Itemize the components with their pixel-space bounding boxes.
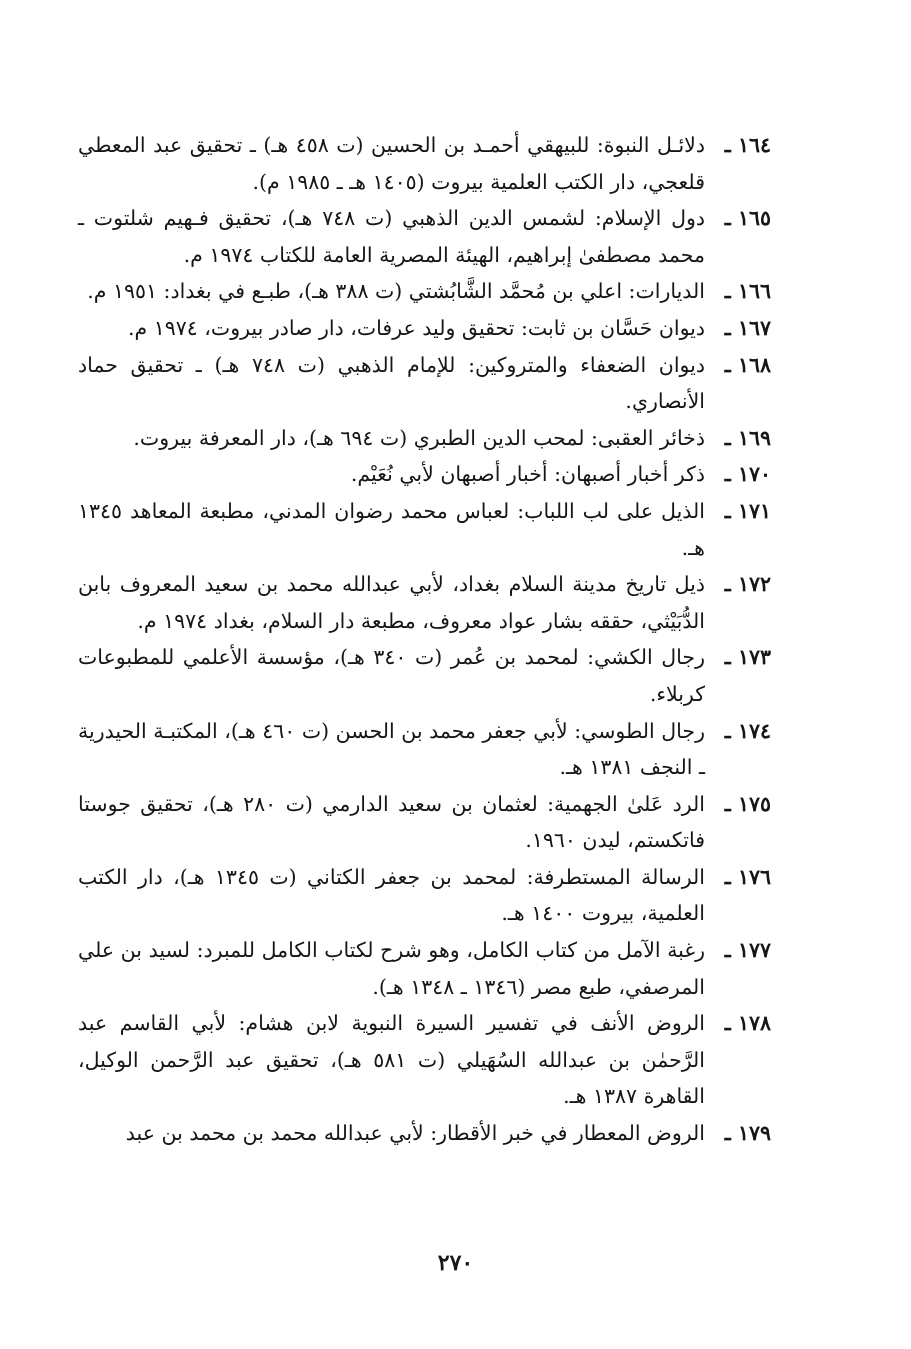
entry-number: ١٧٤ ـ	[724, 718, 771, 743]
entry-number: ١٦٥ ـ	[724, 206, 771, 231]
entry-text: رغبة الآمل من كتاب الكامل، وهو شرح لكتاب الكامل للمبرد: لسيد بن علي المرصفي، طبع مصر (١٣٤٦ ـ ١٣٤٨ هـ).	[78, 938, 705, 999]
entry-text: الذيل على لب اللباب: لعباس محمد رضوان المدني، مطبعة المعاهد ١٣٤٥ هـ.	[78, 498, 705, 560]
bibliography-entry	[78, 786, 771, 859]
bibliography-entry	[78, 713, 771, 786]
entry-text: الرسالة المستطرفة: لمحمد بن جعفر الكتاني (ت ١٣٤٥ هـ)، دار الكتب العلمية، بيروت ١٤٠٠ هـ.	[78, 864, 705, 926]
entry-number: ١٧٠ ـ	[724, 462, 771, 487]
entry-number: ١٧٨ ـ	[724, 1011, 771, 1036]
entry-number: ١٦٦ ـ	[724, 279, 771, 304]
entry-number: ١٧٢ ـ	[724, 572, 771, 597]
entry-number: ١٧٣ ـ	[724, 645, 771, 670]
entry-number: ١٧٥ ـ	[724, 791, 771, 816]
entry-number: ١٧٦ ـ	[724, 864, 771, 889]
entry-text: ذيل تاريخ مدينة السلام بغداد، لأبي عبدالله محمد بن سعيد المعروف بابن الدُّبَيْثي، حققه بشار عواد معروف، مطبعة دار السلام، بغداد ١٩٧٤ م.	[78, 572, 705, 633]
entry-number: ١٧٧ ـ	[724, 938, 771, 963]
entry-text: رجال الطوسي: لأبي جعفر محمد بن الحسن (ت ٤٦٠ هـ)، المكتبـة الحيدرية ـ النجف ١٣٨١ هـ.	[78, 718, 705, 780]
entry-text: ديوان الضعفاء والمتروكين: للإمام الذهبي (ت ٧٤٨ هـ) ـ تحقيق حماد الأنصاري.	[78, 352, 705, 414]
bibliography-entry	[78, 273, 771, 310]
bibliography-entry	[78, 347, 771, 420]
entry-number: ١٦٨ ـ	[724, 352, 771, 377]
bibliography-list	[78, 127, 771, 1152]
entry-text: ذخائر العقبى: لمحب الدين الطبري (ت ٦٩٤ هـ)، دار المعرفة بيروت.	[133, 425, 705, 450]
bibliography-entry	[78, 127, 771, 200]
entry-text: ديوان حَسَّان بن ثابت: تحقيق وليد عرفات، دار صادر بيروت، ١٩٧٤ م.	[128, 315, 705, 340]
bibliography-entry	[78, 456, 771, 493]
entry-number: ١٧١ ـ	[724, 498, 771, 523]
page-number: ٢٧٠	[437, 1250, 474, 1276]
bibliography-entry	[78, 310, 771, 347]
entry-number: ١٦٩ ـ	[724, 425, 771, 450]
entry-number: ١٦٤ ـ	[724, 133, 771, 157]
entry-text: الروض المعطار في خبر الأقطار: لأبي عبدالله محمد بن محمد بن عبد	[125, 1121, 705, 1146]
bibliography-entry	[78, 639, 771, 712]
entry-text: رجال الكشي: لمحمد بن عُمر (ت ٣٤٠ هـ)، مؤسسة الأعلمي للمطبوعات كربلاء.	[78, 645, 705, 706]
bibliography-entry	[78, 493, 771, 566]
entry-text: دول الإسلام: لشمس الدين الذهبي (ت ٧٤٨ هـ)، تحقيق فـهيم شلتوت ـ محمد مصطفىٰ إبراهيم، الهيئة المصرية العامة للكتاب ١٩٧٤ م.	[78, 206, 705, 267]
bibliography-entry	[78, 566, 771, 639]
bibliography-entry	[78, 1115, 771, 1152]
entry-number: ١٦٧ ـ	[724, 315, 771, 340]
entry-text: دلائـل النبوة: للبيهقي أحمـد بن الحسين (ت ٤٥٨ هـ) ـ تحقيق عبد المعطي قلعجي، دار الكتب العلمية بيروت (١٤٠٥ هـ ـ ١٩٨٥ م).	[78, 133, 705, 194]
bibliography-entry	[78, 1005, 771, 1115]
bibliography-entry	[78, 859, 771, 932]
entry-text: ذكر أخبار أصبهان: أخبار أصبهان لأبي نُعَيْم.	[350, 462, 705, 487]
bibliography-entry	[78, 200, 771, 273]
bibliography-entry	[78, 420, 771, 457]
entry-text: الديارات: اعلي بن مُحمَّد الشَّابُشتي (ت ٣٨٨ هـ)، طبـع في بغداد: ١٩٥١ م.	[87, 279, 705, 304]
entry-text: الرد عَلىٰ الجهمية: لعثمان بن سعيد الدارمي (ت ٢٨٠ هـ)، تحقيق جوستا فاتكستم، ليدن ١٩٦٠.	[78, 791, 705, 853]
entry-text: الروض الأنف في تفسير السيرة النبوية لابن هشام: لأبي القاسم عبد الرَّحمٰن بن عبدالله السُهَيلي (ت ٥٨١ هـ)، تحقيق عبد الرَّحمن الوكيل، القاهرة ١٣٨٧ هـ.	[78, 1011, 705, 1109]
entry-number: ١٧٩ ـ	[724, 1121, 771, 1146]
bibliography-entry	[78, 932, 771, 1005]
